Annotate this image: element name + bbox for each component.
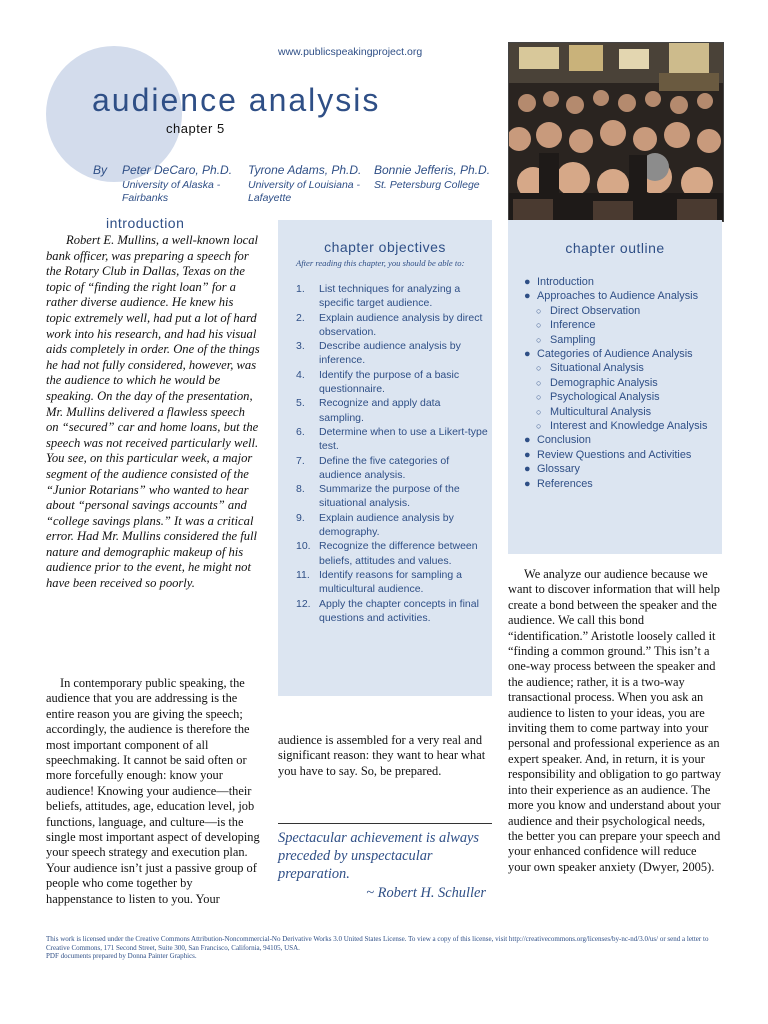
objective-item <box>294 339 488 368</box>
objective-item <box>294 311 488 340</box>
author-affiliation: University of Louisiana - Lafayette <box>248 179 361 204</box>
author-2 <box>248 163 368 205</box>
chapter-objectives-box <box>278 220 492 696</box>
outline-label: Sampling <box>550 333 596 346</box>
objective-number: 11. <box>296 568 310 581</box>
body-paragraph: In contemporary public speaking, the audience that you are addressing is the entire reason you are giving the speech; accordingly, the audience is therefore the most important component of all speechmaking. It cannot be said often or more forcefully enough: know your audience! Knowing your audience—their beliefs, attitudes, age, education level, job functions, language, and culture—is the single most important aspect of developing your speech strategy and execution plan. Your audience isn’t just a passive group of people who come together by happenstance to listen to you. Your <box>46 676 260 906</box>
license-footer <box>46 935 722 961</box>
outline-subitem[interactable] <box>522 318 720 332</box>
outline-subitem[interactable] <box>522 361 720 375</box>
outline-label: Interest and Knowledge Analysis <box>550 420 708 433</box>
objective-text: Summarize the purpose of the situational analysis. <box>319 483 460 510</box>
outline-item[interactable] <box>522 448 720 462</box>
outline-label: Approaches to Audience Analysis <box>537 290 699 303</box>
website-url[interactable]: www.publicspeakingproject.org <box>278 46 423 58</box>
continued-paragraph: audience is assembled for a very real and significant reason: they want to hear what you have to say. So, be prepared. <box>278 733 486 778</box>
outline-item[interactable] <box>522 433 720 447</box>
objective-number: 1. <box>296 283 305 295</box>
circle-bullet-icon: ○ <box>536 334 542 345</box>
circle-bullet-icon: ○ <box>536 305 542 316</box>
objective-item <box>294 568 488 597</box>
objective-number: 12. <box>296 597 311 610</box>
quote-divider <box>278 823 492 824</box>
credit-text: PDF documents prepared by Donna Painter Graphics. <box>46 952 197 961</box>
introduction-continued <box>278 733 492 779</box>
outline-subitem[interactable] <box>522 390 720 404</box>
circle-bullet-icon: ○ <box>536 320 542 331</box>
outline-list <box>522 275 720 491</box>
outline-item[interactable] <box>522 275 720 289</box>
quote-author: ~ Robert H. Schuller <box>366 884 486 901</box>
outline-label: References <box>537 477 593 490</box>
outline-label: Demographic Analysis <box>550 376 658 389</box>
objective-item <box>294 482 488 511</box>
outline-label: Situational Analysis <box>550 362 644 375</box>
objective-text: Determine when to use a Likert-type test. <box>319 425 488 453</box>
objective-text: Define the five categories of audience analysis. <box>319 454 450 481</box>
bullet-icon: ● <box>524 463 531 476</box>
author-affiliation: St. Petersburg College <box>374 179 480 191</box>
audience-crowd-photo <box>508 42 724 222</box>
objectives-list <box>294 282 488 625</box>
quote-text: Spectacular achievement is always preceded by unspectacular preparation. <box>278 830 480 883</box>
objective-text: Recognize and apply data sampling. <box>319 397 441 424</box>
outline-subitem[interactable] <box>522 304 720 318</box>
outline-label: Psychological Analysis <box>550 391 660 404</box>
outline-label: Categories of Audience Analysis <box>537 348 693 361</box>
bullet-icon: ● <box>524 448 531 461</box>
objective-text: Apply the chapter concepts in final questions and activities. <box>319 597 479 624</box>
outline-label: Review Questions and Activities <box>537 448 692 461</box>
bullet-icon: ● <box>524 477 531 490</box>
outline-label: Introduction <box>537 276 594 288</box>
objectives-heading: chapter objectives <box>324 239 446 255</box>
objective-text: Identify the purpose of a basic questionnaire. <box>319 368 460 396</box>
objective-item <box>294 368 488 397</box>
identification-body <box>508 567 722 875</box>
outline-subitem[interactable] <box>522 419 720 433</box>
bullet-icon: ● <box>524 276 531 288</box>
objective-text: Explain audience analysis by direct observation. <box>319 311 483 338</box>
bullet-icon: ● <box>524 434 531 447</box>
objective-text: Describe audience analysis by inference. <box>319 340 461 367</box>
bullet-icon: ● <box>524 348 531 361</box>
outline-subitem[interactable] <box>522 376 720 390</box>
author-1 <box>122 163 242 205</box>
outline-label: Multicultural Analysis <box>550 405 652 418</box>
bullet-icon: ● <box>524 290 531 303</box>
objective-item <box>294 597 488 626</box>
outline-label: Conclusion <box>537 434 591 447</box>
objective-number: 10. <box>296 540 311 553</box>
circle-bullet-icon: ○ <box>536 377 542 388</box>
outline-subitem[interactable] <box>522 405 720 419</box>
license-text: This work is licensed under the Creative Commons Attribution-Noncommercial-No Derivative Works 3.0 United States License. To view a copy of this license, visit http://creativecommons.org/licenses/by-nc-nd/3.0/us/ or send a letter to Creative Commons, 171 Second Street, Suite 300, San Francisco, California, 94105, USA. <box>46 935 709 952</box>
outline-label: Direct Observation <box>550 304 641 317</box>
body-paragraph: We analyze our audience because we want to discover information that will help create a bond between the speaker and the audience. We call this bond “identification.” Aristotle loosely called it “finding a common ground.” This isn’t a one-way process between the speaker and the audience; rather, it is a two-way transactional process. When you ask an audience to listen to your ideas, you are inviting them to come partway into your personal and professional experience as an expert speaker. And, in return, it is your responsibility and obligation to go partway into their experience as an audience. The more you know and understand about your audience and their psychological needs, the better you can prepare your speech and your enhanced confidence will reduce your own speaker anxiety (Dwyer, 2005). <box>508 567 722 874</box>
story-paragraph: Robert E. Mullins, a well-known local bank officer, was preparing a speech for the Rotary Club in Dallas, Texas on the topic of “finding the right loan” for a rather diverse audience. He knew his topic extremely well, had put a lot of hard work into his research, and had his visual aids completely in order. One of the things he had not fully considered, however, was the audience to which he would be speaking. On the day of the presentation, Mr. Mullins delivered a flawless speech on “secured” car and home loans, but the speech was not received particularly well. You see, on this particular week, a major segment of the audience consisted of the “Junior Rotarians” who wanted to hear about “personal savings accounts” and “college savings plans.” It was a critical error. Had Mr. Mullins considered the full nature and demographic makeup of his audience prior to the event, he might not have been received so poorly. <box>46 233 260 591</box>
circle-bullet-icon: ○ <box>536 392 542 403</box>
objectives-intro: After reading this chapter, you should be able to: <box>296 258 465 268</box>
circle-bullet-icon: ○ <box>536 421 542 432</box>
objective-item <box>294 539 488 568</box>
objective-item <box>294 282 488 311</box>
objective-number: 3. <box>296 340 305 353</box>
chapter-outline-box <box>508 220 722 554</box>
outline-item[interactable] <box>522 347 720 361</box>
introduction-body <box>46 676 260 907</box>
outline-heading: chapter outline <box>565 240 665 256</box>
introduction-story <box>46 233 260 592</box>
objective-text: Explain audience analysis by demography. <box>319 511 454 539</box>
objective-number: 8. <box>296 483 305 496</box>
objective-number: 4. <box>296 368 305 381</box>
outline-subitem[interactable] <box>522 333 720 347</box>
chapter-label: chapter 5 <box>166 121 225 136</box>
circle-bullet-icon: ○ <box>536 406 542 417</box>
author-name: Tyrone Adams, Ph.D. <box>248 163 362 177</box>
objective-text: List techniques for analyzing a specific target audience. <box>319 283 461 310</box>
objective-text: Identify reasons for sampling a multicultural audience. <box>319 568 462 596</box>
objective-text: Recognize the difference between beliefs, attitudes and values. <box>319 540 478 567</box>
objective-item <box>294 511 488 540</box>
page-title: audience analysis <box>92 82 381 118</box>
by-label: By <box>93 163 108 177</box>
author-name: Peter DeCaro, Ph.D. <box>122 163 233 177</box>
outline-item[interactable] <box>522 462 720 476</box>
objective-item <box>294 425 488 454</box>
introduction-heading: introduction <box>106 215 185 231</box>
author-3 <box>374 163 498 192</box>
objective-number: 9. <box>296 511 305 524</box>
objective-number: 5. <box>296 397 305 410</box>
outline-item[interactable] <box>522 477 720 491</box>
crowd-photo-illustration <box>509 43 723 221</box>
objective-number: 7. <box>296 454 305 467</box>
circle-bullet-icon: ○ <box>536 363 542 374</box>
objective-number: 6. <box>296 425 305 438</box>
author-name: Bonnie Jefferis, Ph.D. <box>374 163 491 177</box>
objective-number: 2. <box>296 311 305 324</box>
objective-item <box>294 396 488 425</box>
outline-label: Glossary <box>537 463 580 476</box>
author-affiliation: University of Alaska - Fairbanks <box>122 179 221 204</box>
outline-item[interactable] <box>522 289 720 303</box>
pull-quote <box>278 829 492 902</box>
objective-item <box>294 454 488 483</box>
outline-label: Inference <box>550 319 596 332</box>
